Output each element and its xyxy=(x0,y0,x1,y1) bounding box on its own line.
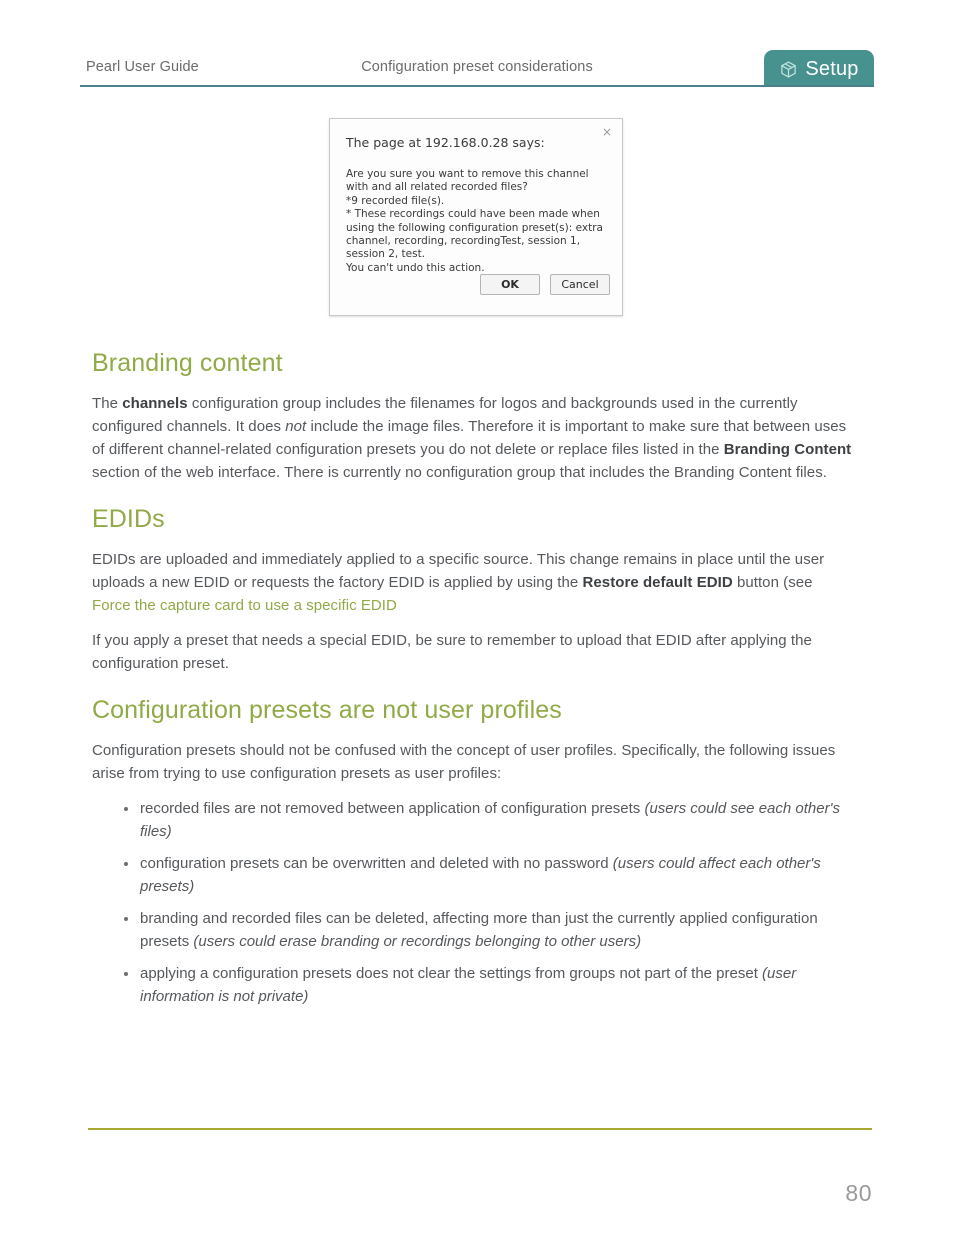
page-number: 80 xyxy=(845,1180,872,1206)
list-item-text: branding and recorded files can be deleted, affecting more than just the currently applied configuration presets xyxy=(140,910,818,950)
setup-tab-label: Setup xyxy=(805,57,859,80)
paragraph-presets-not-profiles: Configuration presets should not be confused with the concept of user profiles. Specifically, the following issues arise from trying to use configuration presets as user profiles: xyxy=(92,742,836,782)
cube-icon xyxy=(779,60,798,79)
ok-button[interactable]: OK xyxy=(480,274,540,295)
list-item xyxy=(92,852,860,898)
list-item-text: applying a configuration presets does not clear the settings from groups not part of the preset xyxy=(140,965,763,982)
paragraph-branding-content xyxy=(92,378,860,484)
header-left-text: Pearl User Guide xyxy=(86,59,199,75)
list-item-note: (users could see each other's files) xyxy=(140,800,840,840)
header-rule xyxy=(80,85,874,87)
link-force-capture-card-edid[interactable]: Force the capture card to use a specific EDID xyxy=(92,597,397,614)
page-content xyxy=(92,340,860,1017)
issues-list xyxy=(92,785,860,1008)
text-fragment: The xyxy=(92,395,123,412)
list-item-note: (users could affect each other's presets) xyxy=(140,855,821,895)
heading-edids: EDIDs xyxy=(92,505,165,533)
running-header xyxy=(80,52,874,86)
alert-body-line: Are you sure you want to remove this channel with and all related recorded files? xyxy=(346,168,589,194)
text-fragment: include the image files. Therefore it is important to make sure that between uses of different channel-related configuration presets you do not delete or replace files listed in the xyxy=(92,418,847,458)
footer-rule xyxy=(88,1128,872,1130)
alert-body-line: *9 recorded file(s). xyxy=(346,194,445,207)
alert-dialog-title: The page at 192.168.0.28 says: xyxy=(346,135,545,150)
text-fragment: section of the web interface. There is currently no configuration group that includes the Branding Content files. xyxy=(92,464,827,481)
text-fragment: configuration group includes the filenames for logos and backgrounds used in the currently configured channels. It does xyxy=(92,395,798,435)
alert-dialog xyxy=(329,118,623,316)
paragraph-edids-2: If you apply a preset that needs a special EDID, be sure to remember to upload that EDID after applying the configuration preset. xyxy=(92,632,812,672)
alert-dialog-body xyxy=(346,168,610,275)
list-item-note: (users could erase branding or recordings belonging to other users) xyxy=(193,933,642,950)
cancel-button[interactable]: Cancel xyxy=(550,274,610,295)
text-bold-restore-default-edid: Restore default EDID xyxy=(582,574,733,591)
list-item-text: configuration presets can be overwritten and deleted with no password xyxy=(140,855,613,872)
list-item-note: (user information is not private) xyxy=(140,965,797,1005)
header-center-title: Configuration preset considerations xyxy=(361,59,593,75)
list-item xyxy=(92,907,860,953)
list-item xyxy=(92,797,860,843)
alert-body-line: * These recordings could have been made when using the following configuration preset(s): extra channel, recording, recordingTest, session 1, session 2, test. xyxy=(346,208,603,261)
list-item-text: recorded files are not removed between application of configuration presets xyxy=(140,800,645,817)
heading-branding-content: Branding content xyxy=(92,349,283,377)
text-bold-branding-content: Branding Content xyxy=(723,441,852,458)
text-italic-not: not xyxy=(285,418,307,435)
heading-presets-not-profiles: Configuration presets are not user profiles xyxy=(92,696,562,724)
alert-dialog-buttons xyxy=(330,274,624,295)
alert-body-line: You can't undo this action. xyxy=(346,261,485,274)
text-fragment: EDIDs are uploaded and immediately applied to a specific source. This change remains in place until the user uploads a new EDID or requests the factory EDID is applied by using the xyxy=(92,551,825,591)
text-fragment: button (see xyxy=(732,574,813,591)
list-item xyxy=(92,962,860,1008)
text-bold-channels: channels xyxy=(122,395,188,412)
setup-tab[interactable] xyxy=(764,50,874,87)
paragraph-edids-1 xyxy=(92,534,860,617)
close-icon[interactable]: × xyxy=(601,125,613,139)
